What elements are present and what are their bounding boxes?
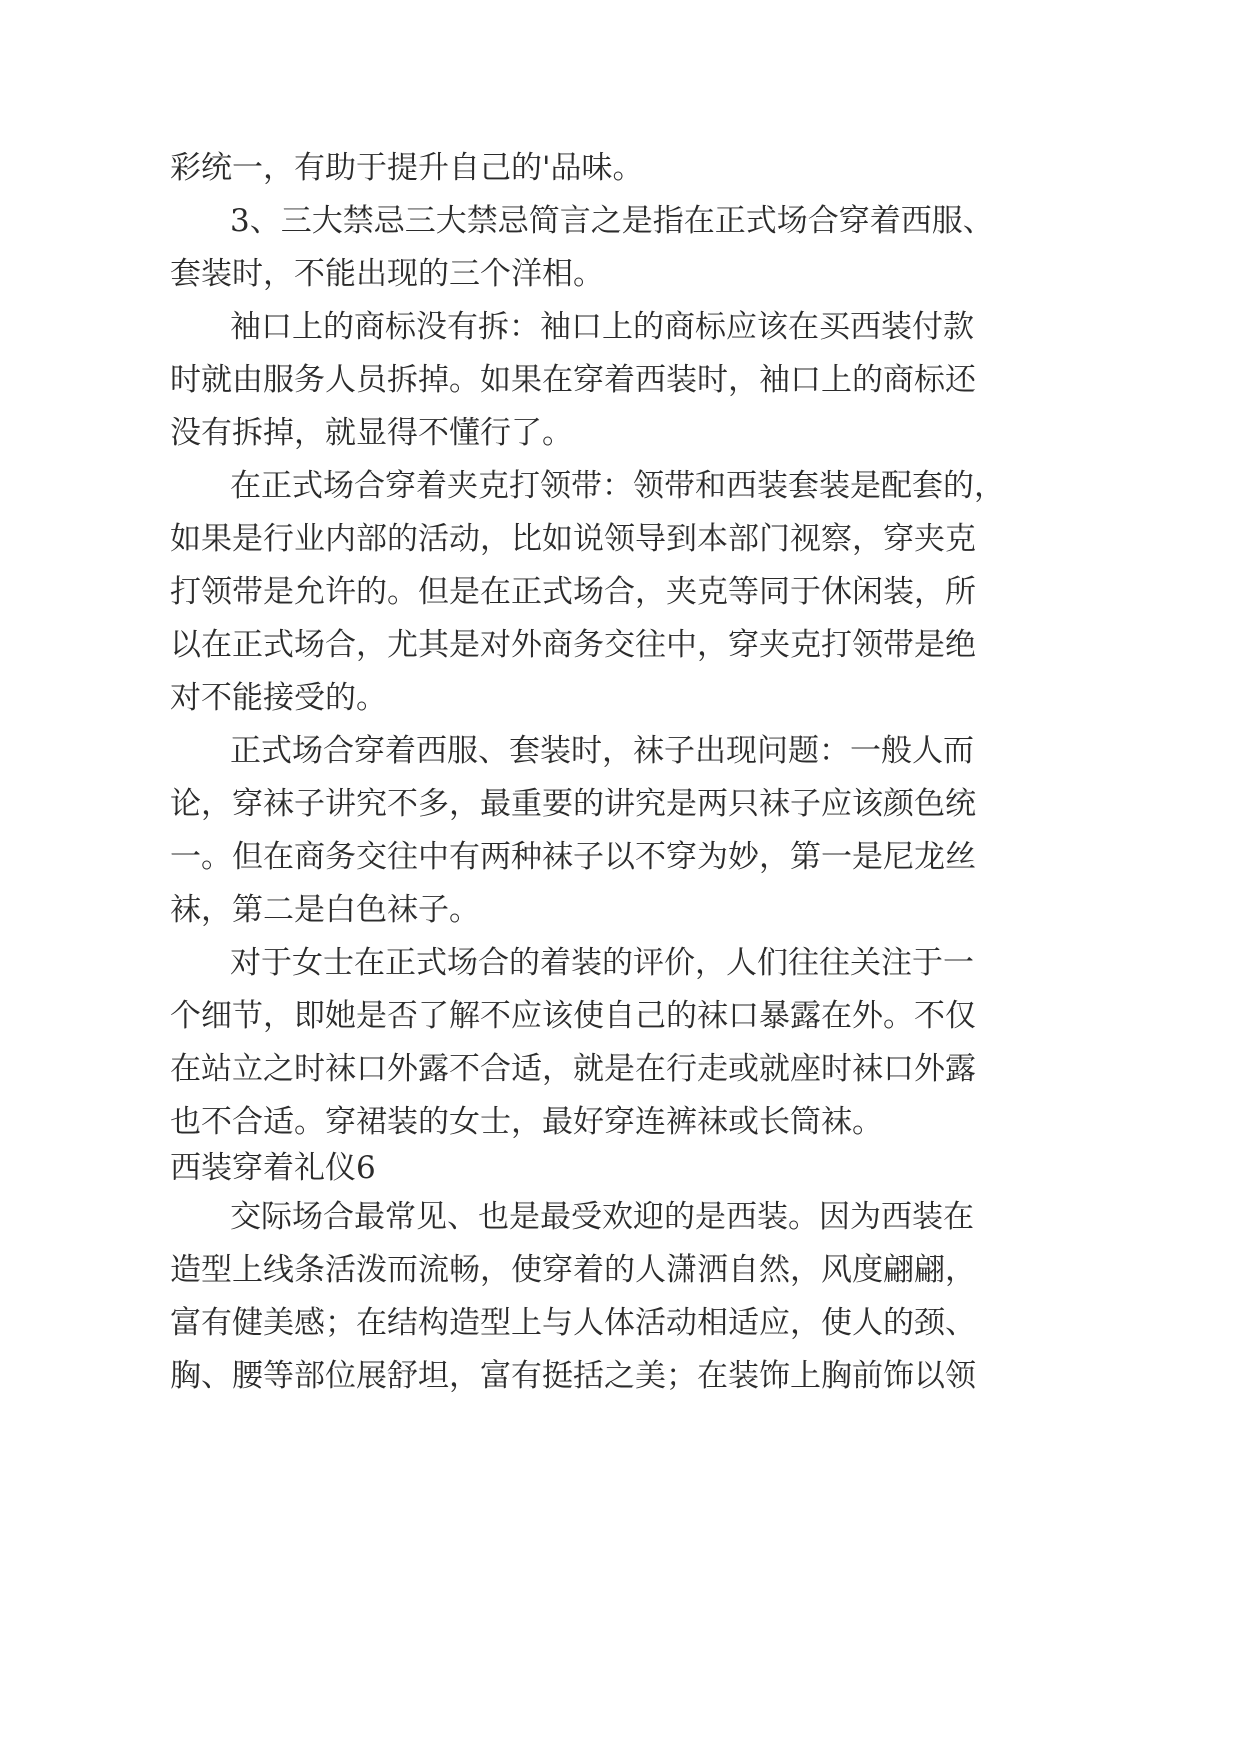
text-line xyxy=(0,146,1241,190)
text-line-content: 没有拆掉，就显得不懂行了。 xyxy=(170,415,573,451)
text-line xyxy=(0,305,1241,349)
text-line-content: 打领带是允许的。但是在正式场合，夹克等同于休闲装，所 xyxy=(170,574,976,610)
text-line-content: 在站立之时袜口外露不合适，就是在行走或就座时袜口外露 xyxy=(170,1051,976,1087)
text-line-content: 正式场合穿着西服、套装时，袜子出现问题：一般人而 xyxy=(230,733,974,769)
text-line xyxy=(0,623,1241,667)
text-line-content: 套装时，不能出现的三个洋相。 xyxy=(170,256,604,292)
text-line-content: 一。但在商务交往中有两种袜子以不穿为妙，第一是尼龙丝 xyxy=(170,839,976,875)
text-line xyxy=(0,517,1241,561)
text-line xyxy=(0,1100,1241,1144)
section-heading-text: 西装穿着礼仪6 xyxy=(170,1150,376,1186)
text-line xyxy=(0,676,1241,720)
text-line-content: 对不能接受的。 xyxy=(170,680,387,716)
text-line xyxy=(0,199,1241,243)
text-line xyxy=(0,570,1241,614)
text-line xyxy=(0,994,1241,1038)
text-line xyxy=(0,358,1241,402)
text-line-content: 交际场合最常见、也是最受欢迎的是西装。因为西装在 xyxy=(230,1199,974,1235)
text-line-content: 富有健美感；在结构造型上与人体活动相适应，使人的颈、 xyxy=(170,1305,976,1341)
text-line-content: 个细节，即她是否了解不应该使自己的袜口暴露在外。不仅 xyxy=(170,998,976,1034)
text-line xyxy=(0,1195,1241,1239)
text-line xyxy=(0,782,1241,826)
text-line xyxy=(0,411,1241,455)
text-line xyxy=(0,888,1241,932)
text-line xyxy=(0,464,1241,508)
text-line-content: 在正式场合穿着夹克打领带：领带和西装套装是配套的， xyxy=(230,468,1005,504)
text-line-content: 时就由服务人员拆掉。如果在穿着西装时，袖口上的商标还 xyxy=(170,362,976,398)
text-line xyxy=(0,1301,1241,1345)
text-line xyxy=(0,1354,1241,1398)
text-line-content: 造型上线条活泼而流畅，使穿着的人潇洒自然，风度翩翩， xyxy=(170,1252,976,1288)
text-line xyxy=(0,835,1241,879)
text-line-content: 如果是行业内部的活动，比如说领导到本部门视察，穿夹克 xyxy=(170,521,976,557)
text-line xyxy=(0,1248,1241,1292)
text-line-content: 3、三大禁忌三大禁忌简言之是指在正式场合穿着西服、 xyxy=(230,203,994,239)
text-line-content: 胸、腰等部位展舒坦，富有挺括之美；在装饰上胸前饰以领 xyxy=(170,1358,976,1394)
text-line-content: 彩统一，有助于提升自己的'品味。 xyxy=(170,150,644,186)
section-heading xyxy=(0,1146,1241,1190)
text-line-content: 也不合适。穿裙装的女士，最好穿连裤袜或长筒袜。 xyxy=(170,1104,883,1140)
text-line xyxy=(0,1047,1241,1091)
text-line-content: 以在正式场合，尤其是对外商务交往中，穿夹克打领带是绝 xyxy=(170,627,976,663)
text-line-content: 对于女士在正式场合的着装的评价，人们往往关注于一 xyxy=(230,945,974,981)
text-line xyxy=(0,729,1241,773)
text-line xyxy=(0,941,1241,985)
text-line-content: 袜，第二是白色袜子。 xyxy=(170,892,480,928)
text-line-content: 论，穿袜子讲究不多，最重要的讲究是两只袜子应该颜色统 xyxy=(170,786,976,822)
text-line xyxy=(0,252,1241,296)
text-line-content: 袖口上的商标没有拆：袖口上的商标应该在买西装付款 xyxy=(230,309,974,345)
